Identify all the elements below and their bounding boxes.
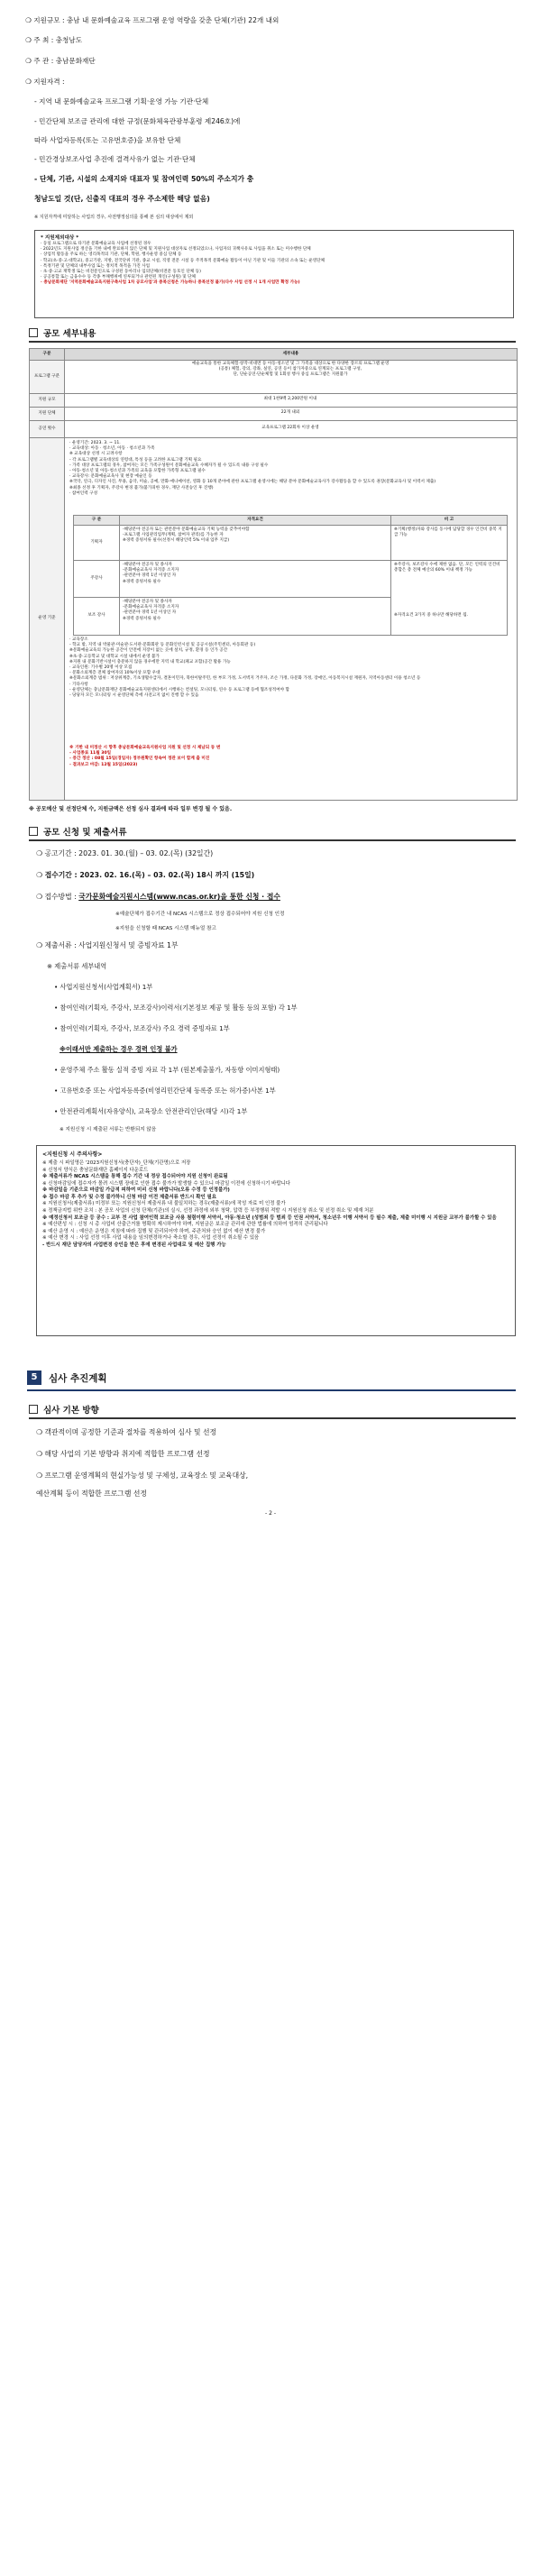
row-value-scale: 최대 1천9백 2,200만원 이내	[263, 397, 317, 401]
checkbox-square-icon	[29, 1405, 38, 1414]
exclusion-item: · 충남문화재단 '지역문화예술교육지원구축사업 1차 공모사업'과 중복신청은 가능하나 중복선정 불가(다수 사업 선정 시 1개 사업만 확정 가능)	[41, 280, 300, 286]
criteria-item: - 아동·청소년 및 아동·청소년과 가족의 교육을 포함한 가족형 프로그램 필수	[69, 468, 206, 473]
warning-line: ※ 기한 내 미정산 시 향후 충남문화예술교육지원사업 지원 및 선정 시 제남되 동 변	[69, 746, 221, 750]
staff-note: ※자격요건 3가지 중 하나만 해당하면 됨.	[394, 613, 469, 618]
section-5-title: 심사 추진계획	[49, 1373, 107, 1384]
criteria-item: - 각 프로그램별 교육대상의 연령대, 특성 등을 고려한 프로그램 기획 필요	[69, 457, 202, 463]
staff-role: 보조 강사	[74, 598, 120, 635]
staff-header: 자격요건	[120, 516, 391, 526]
detail-table	[29, 348, 518, 801]
section-divider	[29, 839, 516, 841]
criteria-item: - 운영단체는 충남문화재단 문화예술교육지원센터에서 시행하는 컨설팅, 모니터링, 연수 등 프로그램 등에 협조성적여야 함	[69, 687, 289, 692]
criteria-item: - 학교 밖, 지역 내 박물관·미술관·도서관·문화회관 등 문화인빈시설 및 공공시설(주민센터, 아동회관 등)	[69, 643, 256, 648]
ncas-link[interactable]: 국가문화예술지원시스템(www.ncas.or.kr)을 통한 신청 · 접수	[78, 893, 280, 901]
row-key-program: 프로그램 구분	[30, 361, 65, 394]
exclusion-item: · 특정기관 및 단체의 내부사업 또는 정치적 목적을 가진 사업	[41, 263, 151, 269]
staff-col-divider	[390, 526, 391, 635]
row-divider	[65, 437, 517, 438]
staff-divider	[120, 597, 390, 598]
caution-item: ※ 예산 변경 시 : 사업 선정 이후 사업 내용을 임의변경하거나 축소할 경우, 사업 선정이 취소될 수 있음	[42, 1235, 260, 1242]
checkbox-square-icon	[29, 328, 38, 337]
criteria-item: · 교육인원: 기수별 20명 이상 모집	[69, 665, 133, 670]
eligibility-2b: 따라 사업자등록(또는 고유번호증)을 보유한 단체	[34, 136, 181, 144]
row-key-scale: 지원 규모	[30, 394, 65, 408]
receipt-note-2: ※지원을 신청할 때 NCAS 시스템 매뉴얼 참고	[115, 926, 216, 931]
document-item: • 안전관리계획서(자유양식), 교육장소 안전관리인단(해당 시)각 1부	[54, 1107, 248, 1115]
caution-item: - 반드시 재단 담당자의 사업변경 승인을 받은 후에 변경된 사업대로 및 예산 집행 가능	[42, 1242, 226, 1248]
exclusion-item: · 상업적 활동을 주로 하는 영리목적의 기관, 단체, 학원, 행사운영 중심 단체 등	[41, 252, 182, 258]
eligibility-4a: - 단체, 기관, 시설의 소재지와 대표자 및 참여인력 50%의 주소지가 충	[34, 175, 254, 183]
eligibility-4b: 청남도일 것(단, 신출직 대표의 경우 주소제한 해당 없음)	[34, 195, 210, 203]
receipt-note-1: ※예술단체가 접수기간 내 NCAS 시스템으로 정상 접수되어야 지원 신청 인정	[115, 912, 285, 917]
section-heading-apply: 공모 신청 및 제출서류	[29, 825, 127, 838]
criteria-item: ※문화예술교육의 가능한 공간이 안전에 지장이 없는 곳에 설치, 규정, 환경 등 인가 공간	[69, 648, 228, 654]
staff-qual: -해당분야 전공자 및 종사자 -문화예술교육사 자격증 소지자 -관련분야 경력 1년 이상인 자 ※경력 증빙서류 필수	[123, 563, 179, 584]
announce-period: ❍ 공고기간 : 2023. 01. 30.(월) – 03. 02.(목) (32일간)	[36, 849, 214, 857]
detail-footnote: ※ 공모예산 및 선정단체 수, 지원금액은 선정 심사 결과에 따라 일부 변경 될 수 있음.	[29, 806, 233, 812]
criteria-list-2	[69, 637, 511, 699]
criteria-item: · 교육강사: 문화예술교육사 및 현장 예술인 등	[69, 474, 152, 480]
criteria-item: ※문화소외계층 범위 : 저상위계층, 기초생활수급자, 결혼이민자, 북한이탈주민, 한 부모 가정, 도서벽지 거주자, 조손 가정, 다문화 가정, 장애인, 아동복지시설 재원자, 지역아동센터 이용 청소년 등	[69, 676, 421, 682]
criteria-item: - 문화소외계층 전체 참여자의 10%이상 포함 우대	[69, 671, 160, 676]
row-key-groups: 지원 단체	[30, 408, 65, 421]
section-5-divider	[27, 1389, 516, 1391]
staff-qual: -해당분야 전공자 또는 관련분야 문화예술교육 기획 능력을 갖추어야함 -프로그램 사업관리업무(계획, 참여자 관리)를 가능한 자 ※경력 증빙서류 필수(선정시 해당인력 5% 이내 업무 지급)	[123, 527, 250, 544]
staff-note: ※주강사, 보조강사 수에 제한 없음. 단, 모든 인력의 인건비 총합은 총 전체 예산의 60% 이내 책정 가능	[394, 563, 500, 573]
review-item: ❍ 프로그램 운영계획의 현실가능성 및 구체성, 교육장소 및 교육대상,	[36, 1471, 249, 1480]
row-key-sessions: 공연 횟수	[30, 421, 65, 438]
criteria-item: · 참여인력 구성	[69, 490, 98, 496]
eligibility-heading: ❍ 지원자격 :	[25, 78, 65, 86]
organizer: ❍ 주 관 : 충남문화재단	[25, 57, 96, 65]
documents: ❍ 제출서류 : 사업지원신청서 및 증빙자료 1부	[36, 941, 179, 949]
criteria-item: ※국악, 연극, 디자인 사진, 무용, 음악, 미술, 공예, 만화·애니메이션, 영화 등 10개 분야에 관한 프로그램 운영시에는 해당 분야 문화예술교육사가 강사활동을 할 수 있도록 권장(문화교육사 및 이력서 제출)	[69, 480, 436, 485]
row-divider	[65, 420, 517, 421]
support-scale: ❍ 지원규모 : 충남 내 문화예술교육 프로그램 운영 역량을 갖춘 단체(기관) 22개 내외	[25, 16, 280, 24]
caution-item: ※ 예산 운영 시 : 예산은 운영은 지침에 따라 집행 및 관리되어야 하며, 주관처와 승인 없이 예산 변경 불가	[42, 1228, 266, 1234]
page-number: - 2 -	[265, 1510, 276, 1517]
criteria-item: ※초·중·고등학교 및 대학교 시설 내에서 운영 불가	[69, 654, 160, 659]
staff-header: 구 분	[74, 516, 120, 526]
document-item: • 참여인력(기획자, 주강사, 보조강사) 주요 경력 증빙자료 1부	[54, 1024, 230, 1032]
criteria-item: · 운영기간: 2023. 3. ~ 11.	[69, 441, 121, 445]
row-divider	[65, 407, 517, 408]
criteria-item: ※최종 선정 후 기획자, 주강사 변경 불가(불가피한 경우, 재단 사전승인 후 진행)	[69, 485, 214, 490]
table-header-cell: 구분	[30, 349, 65, 361]
staff-header: 비 고	[391, 516, 507, 526]
staff-role: 기획자	[74, 526, 120, 561]
caution-item: ※ 제출 시 파일명은 '2023지원신청서(충단자)_단체(기관명)으로 저장	[42, 1160, 191, 1166]
document-warning: ※이래서만 제출하는 경우 경력 인정 불가	[60, 1045, 178, 1053]
caution-item: ※ 정책금지법 위반 조치 : 본 공모 사업의 신청 단체(기관)의 실시, 선정 과정에 외부 청탁, 압력 등 부정행위 적발 시 지원신청 취소 및 선정 취소 및 제재 처분	[42, 1207, 374, 1214]
exclusion-item: · 초·중·고교 재학생 또는 비전문인으로 구성된 동아리나 임의단체(비전문 동호인 단체 등)	[41, 269, 201, 274]
row-value-groups: 22개 내외	[280, 410, 300, 415]
exclusion-item: · 학교(초·중·고·대학교), 중고기관, 지방, 전국단위 기관, 종교 시설, 직영 전문 시설 등 주적목적 문화예술 활동이 아닌 기관 및 이들 기관의 소속 또는 운영단체	[41, 258, 326, 263]
caution-list	[42, 1160, 509, 1249]
documents-detail-heading: ※ 제출서류 세부내역	[47, 962, 107, 970]
review-item: ❍ 객관적이며 공정한 기준과 절차를 적용하여 심사 및 선정	[36, 1428, 217, 1436]
receipt-period: ❍ 접수기간 : 2023. 02. 16.(목) – 03. 02.(목) 18시 까지 (15일)	[36, 871, 255, 879]
receipt-method	[36, 893, 280, 902]
criteria-item: - 가족 대상 프로그램의 경우, 참여자는 모든 가족구성원이 문화예술교육 수혜자가 될 수 있도록 내용 구성 필수	[69, 463, 269, 468]
criteria-item: - 당당자 모든 모니터링 시 운영단체 측에 사전고지 없이 진행 할 수 있음	[69, 692, 199, 698]
section-number-badge: 5	[27, 1371, 41, 1385]
document-item: • 운영주체 주소 활동 실적 증빙 자료 각 1부 (원본제출불가, 자동항 이미지형태)	[54, 1066, 280, 1074]
section-heading-detail: 공모 세부내용	[29, 326, 96, 339]
caution-item: ※ 마감일을 기준으로 마감일 가급적 피하여 미리 신청 바랍니다(오류 수정 등 인정불가)	[42, 1187, 230, 1194]
document-item: • 참여인력(기획자, 주강사, 보조강사)이력서(기본정보 제공 및 활동 등의 포함) 각 1부	[54, 1004, 298, 1012]
staff-role: 주강사	[74, 561, 120, 598]
criteria-item: · 기타사항	[69, 682, 88, 687]
checkbox-square-icon	[29, 827, 38, 836]
row-divider	[65, 393, 517, 394]
eligibility-3: - 민간경상보조사업 추진에 결격사유가 없는 기관·단체	[34, 155, 196, 163]
section-divider	[29, 1417, 516, 1419]
warning-line: - 증간 정산 : 08월 15일(경일자) 정부원확인 항속여 정관 보이 합계 출 미진	[69, 756, 210, 762]
exclusion-list	[41, 242, 506, 287]
caution-item: ※ 예산편성 시 : 신청 시 총 사업비 산출근거를 명확히 제시하여야 하며, 지원금은 보조금 관리에 관한 법률에 의하여 엄격히 관리됩니다	[42, 1222, 328, 1228]
caution-item: ※ 접수 마감 후 추가 및 수정 불가하니 신청 마감 이전 제출서류 반드시 확인 필요	[42, 1194, 216, 1200]
criteria-item: ※ 교육대상 선정 시 고려사항	[69, 452, 123, 457]
caution-item: ※ 신청서 양식은 충남문화재단 홈페이지 다운로드	[42, 1167, 149, 1173]
row-key-criteria: 운영 기준	[30, 438, 65, 800]
eligibility-2a: - 민간단체 보조금 관리에 대한 규정(문화체육관광부훈령 제246호)에	[34, 117, 241, 125]
exclusion-title: * 지원제외대상 *	[41, 235, 79, 241]
staff-divider	[120, 560, 507, 561]
exclusion-notice-box	[34, 230, 514, 318]
warning-line: - 사업종료 11월 30일	[69, 751, 112, 756]
receipt-method-label: ❍ 접수방법 :	[36, 893, 79, 901]
staff-note: ※기획(행정)자와 강사를 동시에 담당할 경우 인건비 중복 지급 가능	[394, 527, 502, 538]
caution-item: ※ 신청마감일에 접수자가 몰려 시스템 장애로 인한 접수 불가가 발생할 수 있으니 마감일 이전에 신청하시기 바랍니다	[42, 1180, 290, 1187]
criteria-item: · 교육장소	[69, 637, 88, 642]
eligibility-note: ※ 지원자격에 미달하는 사업의 경우, 사전행정심의를 통해 본 심의 대상에서 제외	[34, 215, 194, 220]
section-divider	[29, 341, 516, 343]
exclusion-item: · 동일 프로그램으로 타기관 문화예술교육 사업에 선정된 경우	[41, 242, 151, 246]
criteria-list	[69, 441, 511, 497]
table-header-cell: 세부내용	[65, 349, 517, 361]
eligibility-1: - 지역 내 문화예술교육 프로그램 기획·운영 가능 기관·단체	[34, 97, 209, 105]
criteria-item: ※지원 내 문화기반시설이 충분하지 않을 경우에만 지역 내 학교(폐교 포함)공간 활용 가능	[69, 659, 231, 665]
review-item: 예산계획 등이 적합한 프로그램 선정	[36, 1490, 147, 1498]
caution-item: ※ 지원신청서(제출서류) 미정부 또는 지원신청서 제출서류 내 불일치하는 경우(제출서류)에 작성 자료 미 인정 불가	[42, 1201, 286, 1207]
document-item: • 고유번호증 또는 사업자등록증(비영리민간단체 등록증 또는 허가증)사본 1부	[54, 1086, 276, 1095]
row-value-sessions: 교육프로그램 22회차 이상 운영	[261, 426, 319, 430]
criteria-item: · 교육대상: 아동 · 청소년, 아동 · 청소년과 가족	[69, 446, 155, 452]
caution-title: <지원신청 시 주의사항>	[42, 1151, 103, 1158]
caution-item: ※ 예정신청서 보조금 등 공수 : 교부 전 사업 참여인력 보조금 사용 첨렴이행 서약서, 아동·청소년 (성범죄 등 범죄 등 인권 서약서, 청소년우 이행 서약서 등 필수 제출, 제출 미이행 시 지원금 교부가 불가할 수 있음	[42, 1215, 497, 1221]
host: ❍ 주 최 : 충청남도	[25, 36, 83, 44]
review-item: ❍ 해당 사업의 기본 방향과 취지에 적합한 프로그램 선정	[36, 1450, 210, 1458]
section-heading-review: 심사 기본 방향	[29, 1403, 99, 1416]
staff-qual: -해당분야 전공자 및 종사자 -문화예술교육사 자격증 소지자 -관련분야 경력 1년 이상인 자 ※경력 증빙서류 필수	[123, 600, 179, 621]
exclusion-item: · 공공통합 또는 금융수수 등 각종 부채행위에 연루되거나 관련된 개인(구성원) 및 단체	[41, 275, 196, 280]
criteria-warning	[69, 746, 511, 768]
document-note: ※ 지원신청 시 제출된 서류는 반환되지 않음	[60, 1127, 157, 1132]
warning-line: - 결과보고 마감: 12월 15일(2023)	[69, 762, 138, 767]
application-caution-box	[36, 1145, 516, 1336]
staff-table	[73, 515, 508, 636]
exclusion-item: · 2022년도 지원사업 정산을 기한 내에 완료하지 않은 단체 및 지원사업 대상자로 선정되었으나, 사업자의 귀책사유로 사업을 취소 또는 미수행한 단체	[41, 247, 311, 252]
document-item: • 사업지원신청서(사업계획서) 1부	[54, 983, 153, 991]
caution-item: ※ 제출서류가 NCAS 시스템을 통해 접수 기간 내 정상 접수되어야 지원 신청이 완료됨	[42, 1174, 228, 1180]
row-value-program: 예술교육을 통한 교육체험·창작·비대면 등 아동·청소년 및 그 가족을 대상으로 한 다양한 장르의 프로그램 운영 (공통) 체험, 강의, 강좌, 실연, 공연 등이 참가자중으로 연계되는 프로그램 구성, 단, 단순공연·단순체험 및 1회성 행사 중심 프로그램은 지원불가	[191, 362, 390, 378]
